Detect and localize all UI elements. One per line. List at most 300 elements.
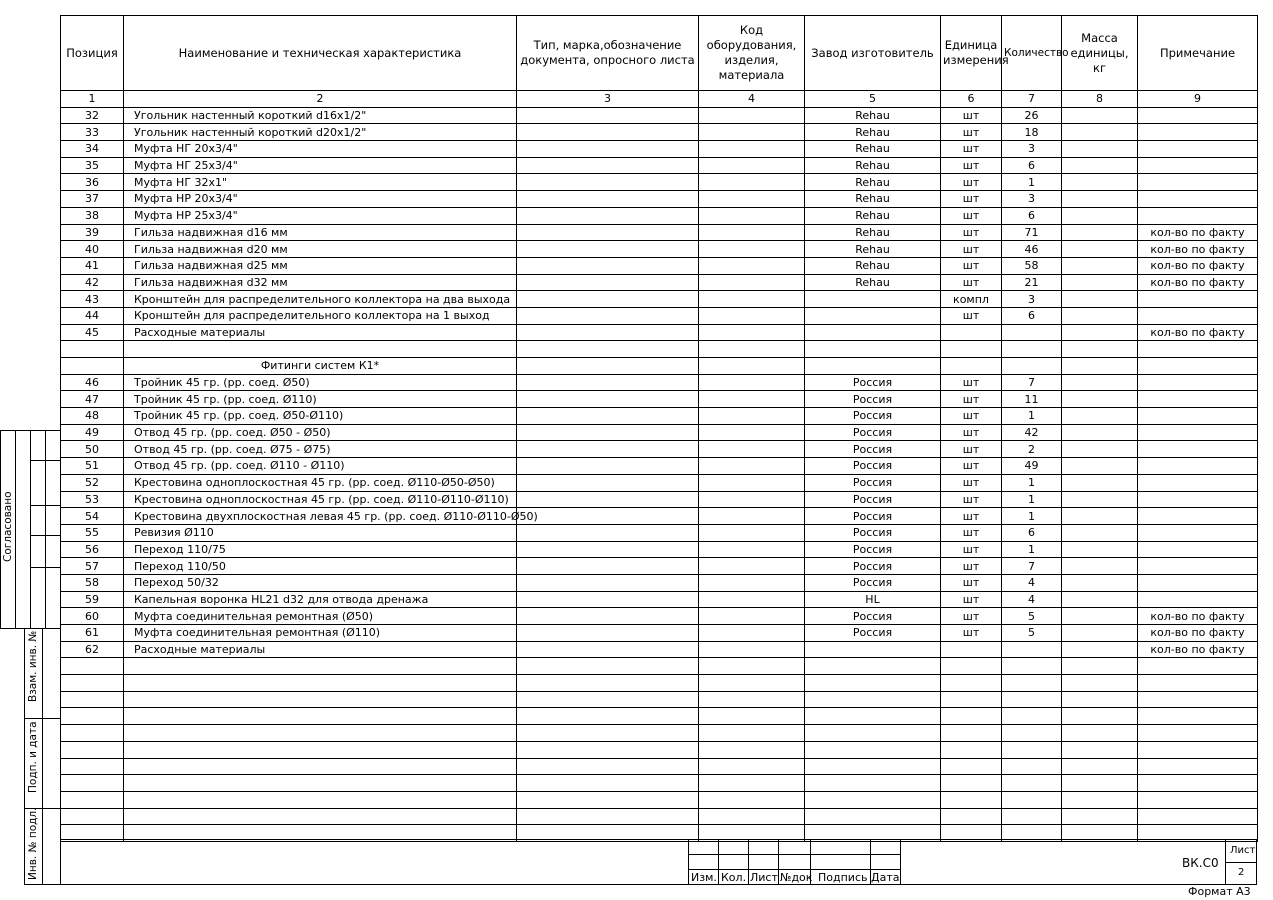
- empty-cell: [699, 658, 805, 675]
- empty-row: [61, 741, 1258, 758]
- cell-unit: шт: [941, 191, 1002, 208]
- cell-unit: шт: [941, 558, 1002, 575]
- empty-cell: [61, 675, 124, 692]
- cell-manufacturer: Rehau: [805, 141, 941, 158]
- cell-name: Муфта соединительная ремонтная (Ø110): [124, 625, 517, 642]
- cell-mass: [1062, 558, 1138, 575]
- cell-quantity: 1: [1002, 174, 1062, 191]
- cell-note: [1138, 408, 1258, 425]
- specification-table: [60, 15, 1258, 842]
- cell-type: [517, 608, 699, 625]
- cell-position: 34: [61, 141, 124, 158]
- tb-kol: Кол.: [721, 871, 747, 884]
- cell-name: Муфта НР 25х3/4": [124, 207, 517, 224]
- cell-type: [517, 107, 699, 124]
- cell-mass: [1062, 541, 1138, 558]
- cell-note: [1138, 474, 1258, 491]
- cell-name: Гильза надвижная d20 мм: [124, 241, 517, 258]
- cell-unit: компл: [941, 291, 1002, 308]
- cell-position: 49: [61, 424, 124, 441]
- cell-manufacturer: Rehau: [805, 107, 941, 124]
- cell-code: [699, 291, 805, 308]
- empty-cell: [517, 758, 699, 775]
- table-row: [61, 441, 1258, 458]
- cell-name: Гильза надвижная d25 мм: [124, 257, 517, 274]
- empty-cell: [1062, 741, 1138, 758]
- cell-quantity: 49: [1002, 458, 1062, 475]
- empty-cell: [1062, 775, 1138, 792]
- header-mass: Масса единицы, кг: [1062, 16, 1138, 91]
- column-number: 4: [699, 91, 805, 108]
- empty-cell: [1062, 675, 1138, 692]
- cell-note: кол-во по факту: [1138, 641, 1258, 658]
- cell-mass: [1062, 508, 1138, 525]
- header-manufacturer: Завод изготовитель: [805, 16, 941, 91]
- cell-note: кол-во по факту: [1138, 324, 1258, 341]
- cell-name: Кронштейн для распределительного коллектора на 1 выход: [124, 307, 517, 324]
- column-number: 7: [1002, 91, 1062, 108]
- cell-type: [517, 441, 699, 458]
- cell-name: Переход 110/75: [124, 541, 517, 558]
- cell-mass: [1062, 641, 1138, 658]
- cell-name: Капельная воронка HL21 d32 для отвода дренажа: [124, 591, 517, 608]
- empty-cell: [699, 675, 805, 692]
- empty-cell: [1138, 791, 1258, 808]
- empty-cell: [1002, 708, 1062, 725]
- cell-code: [699, 341, 805, 358]
- table-row: [61, 625, 1258, 642]
- cell-position: 61: [61, 625, 124, 642]
- cell-manufacturer: Россия: [805, 558, 941, 575]
- cell-unit: шт: [941, 141, 1002, 158]
- cell-type: [517, 307, 699, 324]
- agreed-label: Согласовано: [2, 491, 14, 562]
- cell-unit: шт: [941, 441, 1002, 458]
- empty-row: [61, 775, 1258, 792]
- empty-cell: [124, 791, 517, 808]
- cell-manufacturer: Россия: [805, 491, 941, 508]
- empty-cell: [699, 741, 805, 758]
- table-row: [61, 174, 1258, 191]
- table-row: [61, 541, 1258, 558]
- empty-cell: [941, 741, 1002, 758]
- cell-mass: [1062, 291, 1138, 308]
- cell-name: Гильза надвижная d32 мм: [124, 274, 517, 291]
- cell-unit: [941, 358, 1002, 375]
- cell-code: [699, 608, 805, 625]
- empty-row: [61, 691, 1258, 708]
- cell-manufacturer: Россия: [805, 391, 941, 408]
- cell-code: [699, 441, 805, 458]
- empty-row: [61, 708, 1258, 725]
- cell-mass: [1062, 591, 1138, 608]
- empty-cell: [61, 758, 124, 775]
- cell-manufacturer: Россия: [805, 541, 941, 558]
- table-row: [61, 207, 1258, 224]
- empty-cell: [1002, 791, 1062, 808]
- empty-cell: [805, 708, 941, 725]
- empty-row: [61, 808, 1258, 825]
- cell-position: 50: [61, 441, 124, 458]
- empty-cell: [61, 658, 124, 675]
- cell-quantity: 6: [1002, 157, 1062, 174]
- cell-unit: шт: [941, 491, 1002, 508]
- empty-cell: [941, 675, 1002, 692]
- cell-type: [517, 124, 699, 141]
- cell-name: Тройник 45 гр. (рр. соед. Ø110): [124, 391, 517, 408]
- cell-unit: шт: [941, 157, 1002, 174]
- cell-mass: [1062, 341, 1138, 358]
- table-row: [61, 408, 1258, 425]
- cell-code: [699, 274, 805, 291]
- table-row: [61, 291, 1258, 308]
- cell-code: [699, 491, 805, 508]
- empty-row: [61, 791, 1258, 808]
- cell-unit: [941, 341, 1002, 358]
- column-number: 5: [805, 91, 941, 108]
- cell-position: 36: [61, 174, 124, 191]
- cell-note: [1138, 141, 1258, 158]
- cell-type: [517, 458, 699, 475]
- cell-name: Гильза надвижная d16 мм: [124, 224, 517, 241]
- cell-note: кол-во по факту: [1138, 625, 1258, 642]
- cell-name: Угольник настенный короткий d20х1/2": [124, 124, 517, 141]
- cell-type: [517, 224, 699, 241]
- cell-code: [699, 207, 805, 224]
- cell-name: Кронштейн для распределительного коллектора на два выхода: [124, 291, 517, 308]
- empty-cell: [805, 658, 941, 675]
- cell-manufacturer: HL: [805, 591, 941, 608]
- cell-unit: шт: [941, 524, 1002, 541]
- cell-unit: шт: [941, 458, 1002, 475]
- cell-type: [517, 341, 699, 358]
- cell-quantity: 1: [1002, 508, 1062, 525]
- cell-note: кол-во по факту: [1138, 274, 1258, 291]
- cell-mass: [1062, 625, 1138, 642]
- cell-mass: [1062, 324, 1138, 341]
- empty-cell: [1002, 808, 1062, 825]
- empty-cell: [805, 741, 941, 758]
- empty-cell: [517, 708, 699, 725]
- cell-type: [517, 574, 699, 591]
- cell-code: [699, 307, 805, 324]
- tb-list: Лист: [750, 871, 778, 884]
- cell-mass: [1062, 141, 1138, 158]
- empty-cell: [124, 691, 517, 708]
- cell-type: [517, 541, 699, 558]
- cell-code: [699, 625, 805, 642]
- cell-quantity: 6: [1002, 524, 1062, 541]
- cell-manufacturer: [805, 641, 941, 658]
- cell-position: 39: [61, 224, 124, 241]
- cell-name: Муфта НГ 25х3/4": [124, 157, 517, 174]
- empty-cell: [124, 741, 517, 758]
- cell-manufacturer: Rehau: [805, 257, 941, 274]
- cell-code: [699, 524, 805, 541]
- cell-quantity: 3: [1002, 291, 1062, 308]
- cell-code: [699, 391, 805, 408]
- cell-name: Тройник 45 гр. (рр. соед. Ø50-Ø110): [124, 408, 517, 425]
- cell-note: [1138, 391, 1258, 408]
- cell-unit: шт: [941, 107, 1002, 124]
- cell-note: кол-во по факту: [1138, 224, 1258, 241]
- sheet-number: 2: [1238, 867, 1245, 878]
- cell-name: Переход 110/50: [124, 558, 517, 575]
- format-label: Формат А3: [1188, 885, 1251, 898]
- cell-position: 38: [61, 207, 124, 224]
- cell-note: [1138, 508, 1258, 525]
- empty-cell: [517, 658, 699, 675]
- empty-cell: [941, 725, 1002, 742]
- table-row: [61, 274, 1258, 291]
- cell-name: Муфта НГ 32х1": [124, 174, 517, 191]
- cell-type: [517, 491, 699, 508]
- cell-code: [699, 641, 805, 658]
- column-number: 8: [1062, 91, 1138, 108]
- cell-position: 51: [61, 458, 124, 475]
- cell-unit: шт: [941, 174, 1002, 191]
- empty-cell: [1138, 708, 1258, 725]
- cell-mass: [1062, 408, 1138, 425]
- cell-note: [1138, 441, 1258, 458]
- cell-manufacturer: Rehau: [805, 191, 941, 208]
- column-number-row: [61, 91, 1258, 108]
- cell-note: [1138, 157, 1258, 174]
- cell-quantity: [1002, 641, 1062, 658]
- cell-manufacturer: Россия: [805, 608, 941, 625]
- cell-type: [517, 291, 699, 308]
- cell-quantity: 18: [1002, 124, 1062, 141]
- table-row: [61, 424, 1258, 441]
- empty-cell: [805, 775, 941, 792]
- table-row: [61, 558, 1258, 575]
- empty-cell: [1138, 808, 1258, 825]
- cell-quantity: [1002, 341, 1062, 358]
- cell-quantity: 4: [1002, 574, 1062, 591]
- cell-code: [699, 124, 805, 141]
- cell-manufacturer: Rehau: [805, 207, 941, 224]
- cell-type: [517, 424, 699, 441]
- empty-cell: [941, 658, 1002, 675]
- cell-type: [517, 257, 699, 274]
- empty-cell: [517, 691, 699, 708]
- cell-name: Крестовина одноплоскостная 45 гр. (рр. соед. Ø110-Ø110-Ø110): [124, 491, 517, 508]
- header-note: Примечание: [1138, 16, 1258, 91]
- cell-name: Муфта НГ 20х3/4": [124, 141, 517, 158]
- cell-unit: шт: [941, 224, 1002, 241]
- cell-quantity: 58: [1002, 257, 1062, 274]
- cell-note: [1138, 107, 1258, 124]
- cell-code: [699, 107, 805, 124]
- empty-cell: [124, 708, 517, 725]
- empty-cell: [1138, 725, 1258, 742]
- cell-quantity: 6: [1002, 307, 1062, 324]
- cell-mass: [1062, 191, 1138, 208]
- empty-cell: [1062, 725, 1138, 742]
- tb-podpis: Подпись: [818, 871, 868, 884]
- empty-cell: [1062, 808, 1138, 825]
- cell-mass: [1062, 224, 1138, 241]
- cell-name: Переход 50/32: [124, 574, 517, 591]
- table-row: [61, 124, 1258, 141]
- cell-quantity: [1002, 358, 1062, 375]
- empty-cell: [124, 808, 517, 825]
- cell-note: кол-во по факту: [1138, 241, 1258, 258]
- column-number: 1: [61, 91, 124, 108]
- empty-cell: [1002, 725, 1062, 742]
- empty-cell: [124, 775, 517, 792]
- empty-cell: [1138, 658, 1258, 675]
- cell-code: [699, 424, 805, 441]
- cell-code: [699, 358, 805, 375]
- cell-name: Муфта соединительная ремонтная (Ø50): [124, 608, 517, 625]
- table-row: [61, 224, 1258, 241]
- cell-position: 42: [61, 274, 124, 291]
- cell-type: [517, 191, 699, 208]
- empty-cell: [805, 725, 941, 742]
- cell-note: [1138, 591, 1258, 608]
- cell-position: 48: [61, 408, 124, 425]
- cell-quantity: 6: [1002, 207, 1062, 224]
- table-row: [61, 574, 1258, 591]
- cell-manufacturer: Rehau: [805, 174, 941, 191]
- column-number: 9: [1138, 91, 1258, 108]
- empty-cell: [1002, 741, 1062, 758]
- cell-unit: шт: [941, 574, 1002, 591]
- cell-manufacturer: [805, 291, 941, 308]
- cell-note: [1138, 524, 1258, 541]
- cell-quantity: 1: [1002, 541, 1062, 558]
- table-row: [61, 458, 1258, 475]
- empty-cell: [805, 691, 941, 708]
- cell-manufacturer: Россия: [805, 474, 941, 491]
- empty-cell: [517, 775, 699, 792]
- cell-name: Расходные материалы: [124, 641, 517, 658]
- cell-note: [1138, 191, 1258, 208]
- cell-position: 52: [61, 474, 124, 491]
- table-row: [61, 524, 1258, 541]
- cell-name: Крестовина одноплоскостная 45 гр. (рр. соед. Ø110-Ø50-Ø50): [124, 474, 517, 491]
- cell-unit: шт: [941, 608, 1002, 625]
- table-row: [61, 508, 1258, 525]
- cell-mass: [1062, 441, 1138, 458]
- cell-name: Крестовина двухплоскостная левая 45 гр. (рр. соед. Ø110-Ø110-Ø50): [124, 508, 517, 525]
- cell-manufacturer: Rehau: [805, 274, 941, 291]
- empty-cell: [61, 791, 124, 808]
- cell-manufacturer: Россия: [805, 441, 941, 458]
- cell-code: [699, 157, 805, 174]
- cell-position: 57: [61, 558, 124, 575]
- cell-mass: [1062, 608, 1138, 625]
- cell-quantity: 71: [1002, 224, 1062, 241]
- cell-mass: [1062, 391, 1138, 408]
- cell-name: Отвод 45 гр. (рр. соед. Ø75 - Ø75): [124, 441, 517, 458]
- empty-cell: [517, 741, 699, 758]
- cell-type: [517, 157, 699, 174]
- cell-name: Отвод 45 гр. (рр. соед. Ø50 - Ø50): [124, 424, 517, 441]
- cell-position: 47: [61, 391, 124, 408]
- cell-name: Угольник настенный короткий d16х1/2": [124, 107, 517, 124]
- cell-code: [699, 224, 805, 241]
- empty-cell: [61, 725, 124, 742]
- cell-position: 35: [61, 157, 124, 174]
- cell-name: Расходные материалы: [124, 324, 517, 341]
- table-row: [61, 307, 1258, 324]
- inv-orig-label: Инв. № подл.: [27, 807, 39, 880]
- cell-type: [517, 207, 699, 224]
- column-number: 6: [941, 91, 1002, 108]
- cell-type: [517, 408, 699, 425]
- empty-cell: [517, 808, 699, 825]
- cell-manufacturer: Rehau: [805, 157, 941, 174]
- cell-manufacturer: Россия: [805, 508, 941, 525]
- cell-type: [517, 558, 699, 575]
- cell-code: [699, 324, 805, 341]
- cell-note: [1138, 491, 1258, 508]
- cell-mass: [1062, 207, 1138, 224]
- cell-type: [517, 474, 699, 491]
- empty-cell: [699, 758, 805, 775]
- empty-cell: [61, 775, 124, 792]
- cell-note: [1138, 574, 1258, 591]
- cell-manufacturer: [805, 358, 941, 375]
- empty-cell: [1002, 758, 1062, 775]
- cell-position: 55: [61, 524, 124, 541]
- cell-quantity: 4: [1002, 591, 1062, 608]
- cell-unit: шт: [941, 625, 1002, 642]
- empty-cell: [1062, 658, 1138, 675]
- cell-note: [1138, 541, 1258, 558]
- tb-ndoc: №док: [780, 871, 813, 884]
- empty-cell: [1138, 775, 1258, 792]
- cell-name: Отвод 45 гр. (рр. соед. Ø110 - Ø110): [124, 458, 517, 475]
- cell-position: 56: [61, 541, 124, 558]
- cell-mass: [1062, 174, 1138, 191]
- cell-quantity: 1: [1002, 491, 1062, 508]
- cell-mass: [1062, 524, 1138, 541]
- cell-unit: шт: [941, 474, 1002, 491]
- cell-manufacturer: Россия: [805, 374, 941, 391]
- cell-type: [517, 358, 699, 375]
- cell-position: 32: [61, 107, 124, 124]
- empty-cell: [1062, 791, 1138, 808]
- cell-manufacturer: Rehau: [805, 124, 941, 141]
- cell-quantity: 5: [1002, 608, 1062, 625]
- table-row: [61, 257, 1258, 274]
- table-row: [61, 107, 1258, 124]
- empty-cell: [699, 775, 805, 792]
- cell-unit: шт: [941, 257, 1002, 274]
- cell-type: [517, 274, 699, 291]
- cell-code: [699, 591, 805, 608]
- table-row: [61, 341, 1258, 358]
- cell-unit: шт: [941, 307, 1002, 324]
- table-row: [61, 141, 1258, 158]
- cell-note: кол-во по факту: [1138, 257, 1258, 274]
- cell-unit: шт: [941, 241, 1002, 258]
- sheet-label: Лист: [1230, 845, 1256, 856]
- cell-position: 43: [61, 291, 124, 308]
- table-row: [61, 374, 1258, 391]
- cell-position: 46: [61, 374, 124, 391]
- empty-cell: [699, 808, 805, 825]
- cell-type: [517, 174, 699, 191]
- table-row: [61, 157, 1258, 174]
- header-position: Позиция: [61, 16, 124, 91]
- table-row: [61, 491, 1258, 508]
- table-row: [61, 358, 1258, 375]
- cell-manufacturer: Россия: [805, 458, 941, 475]
